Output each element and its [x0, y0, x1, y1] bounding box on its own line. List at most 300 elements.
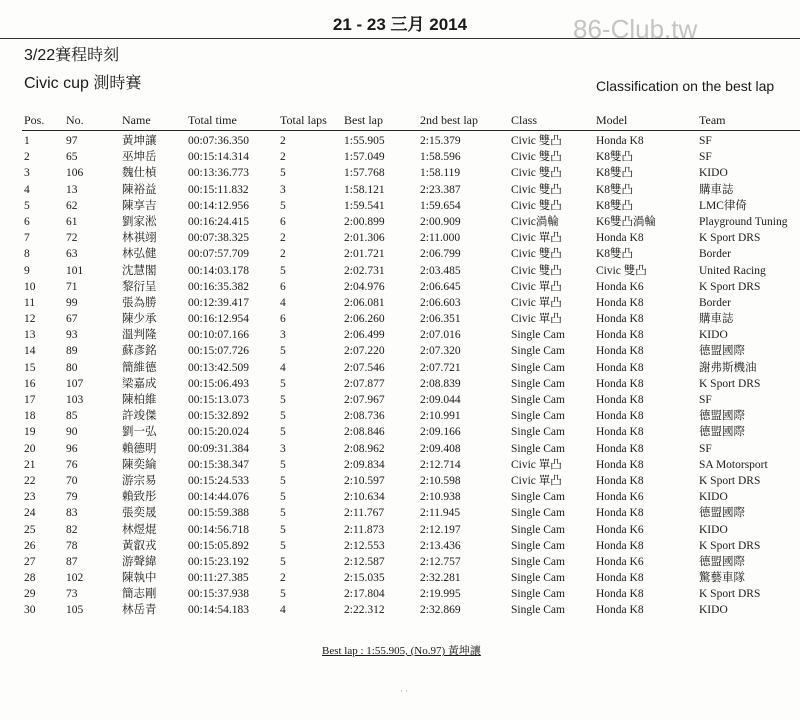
cell-class: Single Cam	[511, 604, 565, 617]
col-class: Class	[511, 113, 538, 127]
cell-best-lap: 2:10.597	[344, 474, 385, 487]
table-row	[0, 538, 800, 554]
cell-pos: 23	[24, 491, 36, 504]
cell-model: Honda K6	[596, 280, 644, 293]
header-divider	[22, 130, 800, 131]
cell-best-lap: 2:07.220	[344, 345, 385, 358]
cell-name: 林煜焜	[122, 523, 157, 536]
cell-pos: 15	[24, 361, 36, 374]
cell-team: 購車誌	[699, 183, 734, 196]
cell-class: Civic 雙凸	[511, 248, 562, 261]
cell-pos: 8	[24, 248, 30, 261]
cell-no: 13	[66, 183, 78, 196]
cell-total-time: 00:15:23.192	[188, 555, 250, 568]
cell-class: Civic 雙凸	[511, 183, 562, 196]
cell-second-best-lap: 2:10.991	[420, 410, 461, 423]
cell-second-best-lap: 2:09.044	[420, 394, 461, 406]
cell-name: 游宗易	[122, 474, 157, 487]
cell-second-best-lap: 2:06.799	[420, 248, 461, 261]
cell-no: 80	[66, 361, 78, 374]
cell-no: 103	[66, 394, 84, 406]
cell-second-best-lap: 1:58.119	[420, 167, 461, 180]
table-row	[0, 133, 800, 149]
table-row	[0, 279, 800, 295]
cell-no: 76	[66, 458, 78, 471]
cell-model: K8雙凸	[596, 183, 634, 196]
cell-pos: 4	[24, 183, 30, 196]
cell-team: K Sport DRS	[699, 280, 761, 293]
cell-name: 巫坤岳	[122, 151, 157, 164]
cell-best-lap: 2:12.553	[344, 539, 385, 552]
cell-total-time: 00:07:36.350	[188, 135, 250, 147]
cell-total-time: 00:07:57.709	[188, 248, 250, 261]
cell-team: SA Motorsport	[699, 458, 768, 471]
cell-class: Single Cam	[511, 426, 565, 439]
cell-name: 陳柏維	[122, 394, 157, 406]
cell-no: 87	[66, 555, 78, 568]
cell-model: Honda K8	[596, 507, 644, 520]
cell-best-lap: 2:07.967	[344, 394, 385, 406]
cell-team: K Sport DRS	[699, 474, 761, 487]
cell-model: Honda K8	[596, 377, 644, 390]
table-row	[0, 473, 800, 489]
cell-second-best-lap: 2:12.757	[420, 555, 461, 568]
scan-speck: · ·	[400, 686, 409, 696]
cell-total-time: 00:16:24.415	[188, 215, 250, 228]
cell-total-laps: 2	[280, 572, 286, 585]
cell-team: KIDO	[699, 604, 728, 617]
cell-total-laps: 2	[280, 151, 286, 164]
cell-no: 99	[66, 296, 78, 309]
cell-name: 陳執中	[122, 572, 157, 585]
cell-total-time: 00:15:59.388	[188, 507, 250, 520]
cell-total-time: 00:14:12.956	[188, 199, 250, 212]
cell-second-best-lap: 2:13.436	[420, 539, 461, 552]
cell-pos: 24	[24, 507, 36, 520]
cell-name: 溫判隆	[122, 329, 157, 342]
cell-best-lap: 2:17.804	[344, 588, 385, 601]
cell-name: 梁嘉成	[122, 377, 157, 390]
cell-best-lap: 2:06.260	[344, 313, 385, 326]
table-row	[0, 246, 800, 262]
cell-team: K Sport DRS	[699, 232, 761, 245]
cell-second-best-lap: 2:00.909	[420, 215, 461, 228]
cell-second-best-lap: 2:07.320	[420, 345, 461, 358]
cell-second-best-lap: 2:15.379	[420, 135, 461, 147]
cell-total-time: 00:15:13.073	[188, 394, 250, 406]
cell-team: 德盟國際	[699, 410, 745, 423]
cell-no: 61	[66, 215, 78, 228]
cell-total-laps: 3	[280, 329, 286, 342]
table-row	[0, 295, 800, 311]
cell-no: 63	[66, 248, 78, 261]
cell-total-laps: 5	[280, 345, 286, 358]
race-title: Civic cup 測時賽	[24, 75, 142, 92]
cell-team: K Sport DRS	[699, 588, 761, 601]
cell-team: SF	[699, 394, 712, 406]
table-row	[0, 408, 800, 424]
cell-no: 90	[66, 426, 78, 439]
table-row	[0, 343, 800, 359]
cell-total-time: 00:15:38.347	[188, 458, 250, 471]
cell-class: Civic 雙凸	[511, 264, 562, 277]
cell-second-best-lap: 2:23.387	[420, 183, 461, 196]
cell-total-laps: 5	[280, 507, 286, 520]
cell-total-laps: 5	[280, 199, 286, 212]
cell-name: 林祺翊	[122, 232, 157, 245]
cell-best-lap: 2:06.081	[344, 296, 385, 309]
event-date: 21 - 23 三月 2014	[332, 15, 468, 34]
cell-name: 張為勝	[122, 296, 157, 309]
cell-class: Single Cam	[511, 345, 565, 358]
cell-best-lap: 2:01.721	[344, 248, 385, 261]
cell-total-time: 00:15:11.832	[188, 183, 249, 196]
cell-class: Civic 單凸	[511, 474, 562, 487]
cell-model: Honda K6	[596, 491, 644, 504]
col-model: Model	[596, 113, 628, 127]
cell-class: Single Cam	[511, 555, 565, 568]
cell-second-best-lap: 2:06.645	[420, 280, 461, 293]
cell-best-lap: 2:11.767	[344, 507, 385, 520]
cell-name: 簡維德	[122, 361, 157, 374]
cell-no: 107	[66, 377, 84, 390]
cell-pos: 22	[24, 474, 36, 487]
cell-team: SF	[699, 442, 712, 455]
cell-name: 魏仕楨	[122, 167, 157, 180]
cell-best-lap: 2:07.877	[344, 377, 385, 390]
cell-total-time: 00:14:03.178	[188, 264, 250, 277]
cell-model: Honda K8	[596, 442, 644, 455]
cell-model: Honda K6	[596, 523, 644, 536]
cell-no: 85	[66, 410, 78, 423]
cell-total-laps: 3	[280, 183, 286, 196]
cell-best-lap: 1:59.541	[344, 199, 385, 212]
cell-team: 購車誌	[699, 313, 734, 326]
cell-model: Honda K8	[596, 588, 644, 601]
cell-total-laps: 3	[280, 442, 286, 455]
cell-no: 79	[66, 491, 78, 504]
cell-second-best-lap: 2:09.166	[420, 426, 461, 439]
cell-total-laps: 2	[280, 135, 286, 147]
cell-best-lap: 2:00.899	[344, 215, 385, 228]
cell-class: Single Cam	[511, 491, 565, 504]
top-divider	[0, 38, 800, 39]
cell-no: 102	[66, 572, 84, 585]
col-name: Name	[122, 113, 151, 127]
cell-total-laps: 4	[280, 296, 286, 309]
col-pos: Pos.	[24, 113, 45, 127]
cell-second-best-lap: 2:06.603	[420, 296, 461, 309]
cell-no: 70	[66, 474, 78, 487]
cell-pos: 3	[24, 167, 30, 180]
cell-total-laps: 5	[280, 394, 286, 406]
cell-second-best-lap: 1:59.654	[420, 199, 461, 212]
cell-best-lap: 1:58.121	[344, 183, 385, 196]
table-row	[0, 505, 800, 521]
cell-model: K8雙凸	[596, 199, 634, 212]
cell-no: 96	[66, 442, 78, 455]
cell-name: 陳少承	[122, 313, 157, 326]
cell-name: 陳奕綸	[122, 458, 157, 471]
cell-best-lap: 2:10.634	[344, 491, 385, 504]
col-total-laps: Total laps	[280, 113, 327, 127]
table-row	[0, 360, 800, 376]
cell-total-laps: 2	[280, 232, 286, 245]
table-row	[0, 198, 800, 214]
cell-team: KIDO	[699, 329, 728, 342]
cell-pos: 17	[24, 394, 36, 406]
cell-pos: 25	[24, 523, 36, 536]
cell-pos: 7	[24, 232, 30, 245]
cell-name: 簡志剛	[122, 588, 157, 601]
cell-model: Honda K8	[596, 474, 644, 487]
cell-name: 黃叡戎	[122, 539, 157, 552]
cell-no: 106	[66, 167, 84, 180]
cell-best-lap: 2:15.035	[344, 572, 385, 585]
cell-total-time: 00:16:35.382	[188, 280, 250, 293]
cell-model: Honda K8	[596, 410, 644, 423]
cell-total-laps: 5	[280, 588, 286, 601]
cell-model: K8雙凸	[596, 248, 634, 261]
cell-total-laps: 6	[280, 313, 286, 326]
cell-class: Civic 雙凸	[511, 167, 562, 180]
cell-pos: 28	[24, 572, 36, 585]
table-row	[0, 214, 800, 230]
cell-total-laps: 5	[280, 539, 286, 552]
cell-name: 張奕晟	[122, 507, 157, 520]
cell-model: Honda K8	[596, 458, 644, 471]
cell-team: SF	[699, 151, 712, 164]
cell-total-laps: 4	[280, 604, 286, 617]
cell-name: 沈慧閣	[122, 264, 157, 277]
cell-class: Civic 單凸	[511, 280, 562, 293]
cell-class: Civic 雙凸	[511, 135, 562, 147]
cell-team: 謝弗斯機油	[699, 361, 757, 374]
cell-model: Honda K8	[596, 135, 644, 147]
cell-name: 林岳青	[122, 604, 157, 617]
table-row	[0, 570, 800, 586]
cell-total-time: 00:14:56.718	[188, 523, 250, 536]
cell-name: 游聲緯	[122, 555, 157, 568]
cell-model: K8雙凸	[596, 151, 634, 164]
cell-second-best-lap: 2:11.945	[420, 507, 461, 520]
cell-team: Border	[699, 248, 731, 261]
cell-no: 65	[66, 151, 78, 164]
cell-total-laps: 4	[280, 361, 286, 374]
cell-no: 67	[66, 313, 78, 326]
cell-name: 陳享吉	[122, 199, 157, 212]
cell-total-time: 00:13:36.773	[188, 167, 250, 180]
col-total-time: Total time	[188, 113, 237, 127]
cell-total-laps: 5	[280, 167, 286, 180]
cell-pos: 18	[24, 410, 36, 423]
cell-best-lap: 1:57.768	[344, 167, 385, 180]
cell-team: United Racing	[699, 264, 766, 277]
cell-total-laps: 5	[280, 410, 286, 423]
cell-total-time: 00:16:12.954	[188, 313, 250, 326]
cell-team: LMC律倚	[699, 199, 747, 212]
cell-class: Single Cam	[511, 507, 565, 520]
cell-team: KIDO	[699, 167, 728, 180]
cell-second-best-lap: 2:10.938	[420, 491, 461, 504]
cell-model: K8雙凸	[596, 167, 634, 180]
cell-second-best-lap: 2:06.351	[420, 313, 461, 326]
cell-total-time: 00:14:54.183	[188, 604, 250, 617]
cell-pos: 12	[24, 313, 36, 326]
cell-class: Single Cam	[511, 394, 565, 406]
cell-pos: 10	[24, 280, 36, 293]
cell-name: 賴致彤	[122, 491, 157, 504]
cell-name: 蘇彥銘	[122, 345, 157, 358]
cell-second-best-lap: 2:03.485	[420, 264, 461, 277]
cell-name: 林弘健	[122, 248, 157, 261]
cell-team: 德盟國際	[699, 555, 745, 568]
cell-pos: 5	[24, 199, 30, 212]
cell-best-lap: 2:07.546	[344, 361, 385, 374]
cell-name: 賴德明	[122, 442, 157, 455]
cell-model: Honda K8	[596, 394, 644, 406]
cell-second-best-lap: 2:09.408	[420, 442, 461, 455]
cell-team: KIDO	[699, 491, 728, 504]
col-team: Team	[699, 113, 726, 127]
cell-class: Single Cam	[511, 377, 565, 390]
cell-model: Honda K8	[596, 296, 644, 309]
cell-no: 71	[66, 280, 78, 293]
results-table-body	[0, 133, 800, 619]
table-row	[0, 522, 800, 538]
cell-second-best-lap: 2:12.197	[420, 523, 461, 536]
cell-pos: 26	[24, 539, 36, 552]
cell-best-lap: 2:12.587	[344, 555, 385, 568]
table-row	[0, 311, 800, 327]
col-best-lap: Best lap	[344, 113, 383, 127]
cell-total-time: 00:07:38.325	[188, 232, 250, 245]
cell-team: 德盟國際	[699, 345, 745, 358]
cell-best-lap: 2:08.846	[344, 426, 385, 439]
cell-pos: 29	[24, 588, 36, 601]
cell-name: 許竣傑	[122, 410, 157, 423]
cell-name: 劉家淞	[122, 215, 157, 228]
cell-total-time: 00:15:07.726	[188, 345, 250, 358]
table-row	[0, 554, 800, 570]
cell-best-lap: 1:57.049	[344, 151, 385, 164]
cell-total-time: 00:12:39.417	[188, 296, 250, 309]
table-row	[0, 263, 800, 279]
cell-no: 89	[66, 345, 78, 358]
cell-total-time: 00:15:32.892	[188, 410, 250, 423]
cell-model: Honda K8	[596, 426, 644, 439]
cell-no: 101	[66, 264, 84, 277]
cell-model: Honda K6	[596, 555, 644, 568]
cell-class: Civic 單凸	[511, 232, 562, 245]
col-no: No.	[66, 113, 84, 127]
cell-total-time: 00:15:14.314	[188, 151, 250, 164]
cell-total-laps: 6	[280, 280, 286, 293]
cell-pos: 9	[24, 264, 30, 277]
cell-team: SF	[699, 135, 712, 147]
cell-second-best-lap: 2:07.721	[420, 361, 461, 374]
cell-pos: 6	[24, 215, 30, 228]
cell-second-best-lap: 2:11.000	[420, 232, 461, 245]
cell-team: K Sport DRS	[699, 539, 761, 552]
cell-no: 62	[66, 199, 78, 212]
table-row	[0, 376, 800, 392]
cell-total-laps: 5	[280, 491, 286, 504]
cell-best-lap: 2:06.499	[344, 329, 385, 342]
cell-no: 82	[66, 523, 78, 536]
cell-team: Playground Tuning	[699, 215, 788, 228]
cell-model: Honda K8	[596, 329, 644, 342]
cell-class: Single Cam	[511, 410, 565, 423]
cell-best-lap: 2:08.736	[344, 410, 385, 423]
cell-class: Single Cam	[511, 361, 565, 374]
cell-total-laps: 5	[280, 458, 286, 471]
cell-total-laps: 5	[280, 377, 286, 390]
cell-model: Honda K8	[596, 572, 644, 585]
cell-team: 德盟國際	[699, 426, 745, 439]
cell-total-time: 00:11:27.385	[188, 572, 249, 585]
table-row	[0, 441, 800, 457]
cell-team: Border	[699, 296, 731, 309]
table-row	[0, 165, 800, 181]
cell-model: Honda K8	[596, 539, 644, 552]
cell-best-lap: 2:09.834	[344, 458, 385, 471]
cell-total-laps: 6	[280, 215, 286, 228]
cell-team: KIDO	[699, 523, 728, 536]
table-row	[0, 586, 800, 602]
cell-second-best-lap: 2:10.598	[420, 474, 461, 487]
cell-no: 73	[66, 588, 78, 601]
cell-second-best-lap: 2:08.839	[420, 377, 461, 390]
cell-second-best-lap: 2:32.281	[420, 572, 461, 585]
cell-name: 劉一弘	[122, 426, 157, 439]
classification-title: Classification on the best lap	[596, 78, 775, 94]
table-row	[0, 327, 800, 343]
cell-total-laps: 5	[280, 555, 286, 568]
cell-pos: 21	[24, 458, 36, 471]
cell-best-lap: 2:08.962	[344, 442, 385, 455]
site-watermark: 86-Club.tw	[573, 14, 698, 44]
cell-best-lap: 2:01.306	[344, 232, 385, 245]
best-lap-note: Best lap : 1:55.905, (No.97) 黃坤讓	[322, 645, 481, 657]
table-row	[0, 392, 800, 408]
cell-best-lap: 1:55.905	[344, 135, 385, 147]
cell-model: Civic 雙凸	[596, 264, 647, 277]
cell-best-lap: 2:11.873	[344, 523, 385, 536]
cell-class: Civic渦輪	[511, 215, 559, 228]
cell-model: K6雙凸渦輪	[596, 215, 657, 228]
cell-name: 黎衍呈	[122, 280, 157, 293]
cell-best-lap: 2:04.976	[344, 280, 385, 293]
cell-pos: 20	[24, 442, 36, 455]
cell-total-time: 00:15:20.024	[188, 426, 250, 439]
cell-second-best-lap: 1:58.596	[420, 151, 461, 164]
cell-name: 陳裕益	[122, 183, 157, 196]
cell-pos: 13	[24, 329, 36, 342]
cell-class: Civic 雙凸	[511, 151, 562, 164]
cell-pos: 16	[24, 377, 36, 390]
cell-second-best-lap: 2:07.016	[420, 329, 461, 342]
cell-class: Civic 單凸	[511, 296, 562, 309]
cell-total-time: 00:09:31.384	[188, 442, 250, 455]
cell-best-lap: 2:22.312	[344, 604, 385, 617]
cell-total-time: 00:15:24.533	[188, 474, 250, 487]
cell-total-time: 00:15:37.938	[188, 588, 250, 601]
cell-total-time: 00:10:07.166	[188, 329, 250, 342]
results-table-header	[0, 113, 800, 129]
cell-total-time: 00:15:05.892	[188, 539, 250, 552]
cell-total-laps: 5	[280, 523, 286, 536]
